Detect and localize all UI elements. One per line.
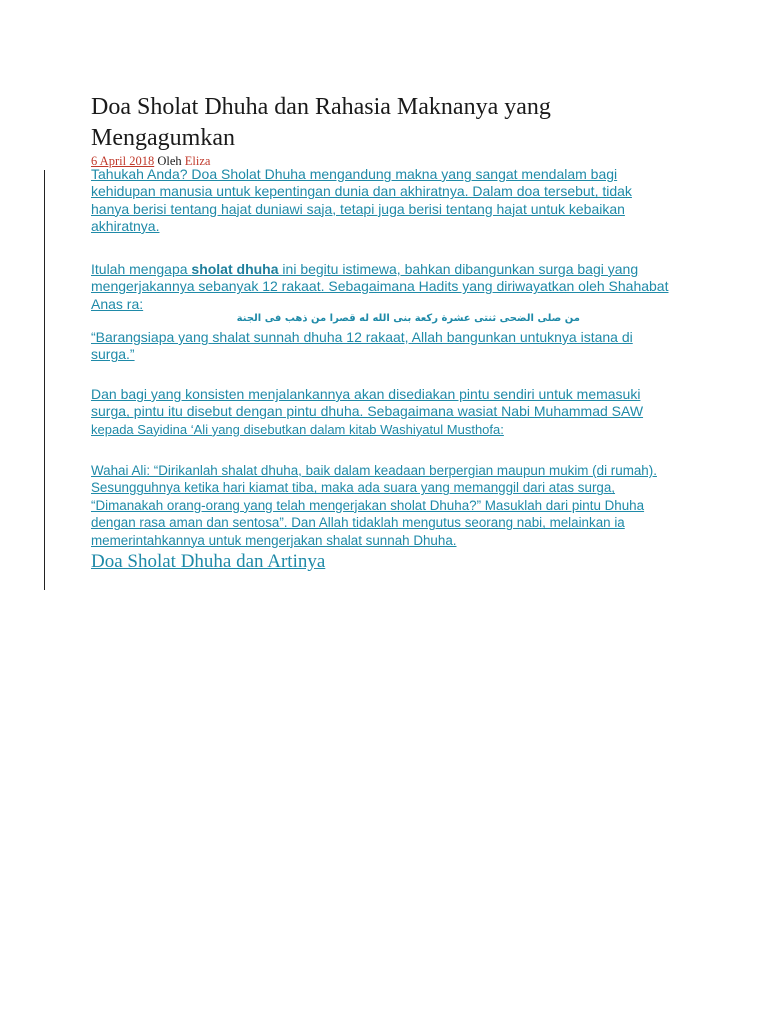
by-label: Oleh [157, 154, 182, 168]
article-date-link[interactable]: 6 April 2018 [91, 154, 155, 168]
paragraph-text-after: ini begitu istimewa, bahkan dibangunkan surga bagi yang mengerjakannya sebanyak 12 rakaat. Sebagaimana Hadits yang diriwayatkan oleh Shahabat Anas ra: [91, 261, 669, 312]
paragraph-main-text: Dan bagi yang konsisten menjalankannya akan disediakan pintu sendiri untuk memasuki surga, pintu itu disebut dengan pintu dhuha. Sebagaimana wasiat Nabi Muhammad SAW [91, 386, 644, 420]
sholat-dhuha-bold: sholat dhuha [191, 261, 279, 277]
paragraph-pintu-dhuha[interactable] [91, 386, 671, 438]
paragraph-text-before: Itulah mengapa [91, 261, 192, 277]
paragraph-hadith-translation[interactable]: “Barangsiapa yang shalat sunnah dhuha 12 rakaat, Allah bangunkan untuknya istana di surga.” [91, 329, 633, 363]
arabic-hadith: من صلى الضحى ثنتى عشرة ركعة بنى الله له قصرا من ذهب فى الجنة [236, 313, 580, 324]
paragraph-intro[interactable]: Tahukah Anda? Doa Sholat Dhuha mengandung makna yang sangat mendalam bagi kehidupan manusia untuk kepentingan dunia dan akhiratnya. Dalam doa tersebut, tidak hanya berisi tentang hajat duniawi saja, tetapi juga berisi tentang hajat untuk kebaikan akhiratnya. [91, 166, 632, 234]
paragraph-sholat-dhuha[interactable] [91, 261, 671, 313]
margin-rule [44, 170, 45, 590]
paragraph-small-text: kepada Sayidina ‘Ali yang disebutkan dalam kitab Washiyatul Musthofa: [91, 421, 504, 437]
section-heading[interactable]: Doa Sholat Dhuha dan Artinya [91, 551, 326, 572]
author-link[interactable]: Eliza [184, 154, 211, 168]
paragraph-wasiat[interactable]: Wahai Ali: “Dirikanlah shalat dhuha, baik dalam keadaan berpergian maupun mukim (di rumah). Sesungguhnya ketika hari kiamat tiba, maka ada suara yang memanggil dari atas surga, “Dimanakah orang-orang yang telah mengerjakan sholat Dhuha?” Masuklah dari pintu Dhuha dengan rasa aman dan sentosa”. Dan Allah tidaklah mengutus seorang nabi, melainkan ia memerintahkannya untuk mengerjakan shalat sunnah Dhuha. [91, 463, 657, 548]
article-title: Doa Sholat Dhuha dan Rahasia Maknanya yang Mengagumkan [91, 94, 551, 151]
